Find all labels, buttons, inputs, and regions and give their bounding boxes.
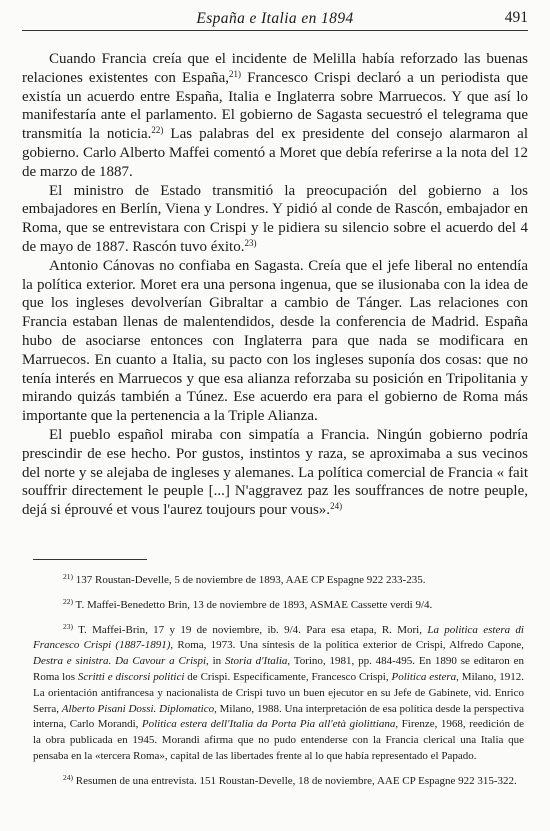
text-run: , Milano, 1912. La orientación antifrancesa y nacionalista de Crispi tuvo un buen ejecutor en su Jefe de Gabinete, vid. Enrico Serra, bbox=[33, 670, 524, 715]
paragraph bbox=[22, 426, 528, 520]
italic-title: Destra e sinistra. Da Cavour a Crispi bbox=[33, 655, 206, 668]
italic-title: Alberto Pisani Dossi. Diplomatico bbox=[61, 702, 215, 715]
text-run: , Torino, 1981, pp. 484-495. En 1890 se editaron en Roma los bbox=[33, 655, 524, 683]
note-reference: 23) bbox=[63, 621, 73, 631]
italic-title: La politica estera di Francesco Crispi (1887-1891) bbox=[33, 623, 524, 652]
note-reference: 24) bbox=[330, 501, 343, 512]
italic-title: Scritti e discorsi politici bbox=[77, 670, 185, 683]
text-run: Las palabras del ex presidente del consejo alarmaron al gobierno. Carlo Alberto Maffei comentó a Moret que debía referirse a la nota del 12 de marzo de 1887. bbox=[22, 126, 528, 180]
text-run: Antonio Cánovas no confiaba en Sagasta. Creía que el jefe liberal no entendía la política exterior. Moret era una persona ingenua, que se ilusionaba con la idea de que los ingleses devolverían Gibraltar a cambio de Tánger. Las relaciones con Francia estaban llenas de malentendidos, desde la conferencia de Madrid. España hubo de asociarse entonces con Inglaterra para que nada se modificara en Marruecos. En cuanto a Italia, su pacto con los ingleses suponía dos cosas: que no tenía interés en Marruecos y que esa alianza reforzaba su posición en Tripolitania y mirando quizás también a Túnez. Ese acuerdo era para el gobierno de Roma más importante que la pertenencia a la Triple Alianza. bbox=[22, 257, 528, 425]
text-run: El ministro de Estado transmitió la preocupación del gobierno a los embajadores en Berlín, Viena y Londres. Y pidió al conde de Rascón, embajador en Roma, que se entrevistara con Crispi y le pidiera su silencio sobre el acuerdo del 4 de mayo de 1887. Rascón tuvo éxito. bbox=[22, 182, 528, 255]
text-run: de Crispi. Específicamente, Francesco Crispi, bbox=[184, 670, 392, 683]
italic-title: Politica estera bbox=[391, 670, 457, 683]
footnotes bbox=[33, 573, 524, 799]
text-run: T. Maffei-Benedetto Brin, 13 de noviembre de 1893, ASMAE Cassette verdi 9/4. bbox=[73, 598, 433, 611]
page-number: 491 bbox=[504, 9, 528, 26]
note-reference: 22) bbox=[63, 596, 73, 606]
text-run: , Roma, 1973. Una síntesis de la política exterior de Crispi, Alfredo Capone, bbox=[170, 639, 524, 652]
footnote bbox=[33, 623, 524, 765]
text-run: Cuando Francia creía que el incidente de Melilla había reforzado las buenas relaciones existentes con España, bbox=[22, 51, 528, 86]
note-reference: 23) bbox=[244, 237, 257, 248]
footnote bbox=[33, 598, 524, 614]
paragraph bbox=[22, 182, 528, 257]
note-reference: 24) bbox=[63, 772, 73, 782]
paragraph bbox=[22, 50, 528, 182]
note-reference: 21) bbox=[63, 572, 73, 581]
text-run: , Milano, 1988. Una interpretación de esa política desde la perspectiva interna, Carlo Morandi, bbox=[33, 702, 524, 731]
text-run: T. Maffei-Brin, 17 y 19 de noviembre, ib. 9/4. Para esa etapa, R. Mori, bbox=[73, 623, 428, 636]
note-reference: 21) bbox=[229, 68, 242, 79]
italic-title: Storia d'Italia bbox=[224, 655, 288, 668]
text-run: El pueblo español miraba con simpatía a Francia. Ningún gobierno podría prescindir de ese hecho. Por gustos, instintos y raza, se aproximaba a sus vecinos del norte y se alejaba de ingleses y alemanes. La política comercial de Francia « fait souffrir directement le peuple [...] N'aggravez paz les souffrances de notre peuple, dejá si éprouvé et vous l'aurez toujours pour vous». bbox=[22, 426, 528, 519]
text-run: , in bbox=[206, 655, 225, 668]
page-header bbox=[22, 8, 528, 31]
text-run: 137 Roustan-Develle, 5 de noviembre de 1893, AAE CP Espagne 922 233-235. bbox=[73, 574, 426, 586]
body-text bbox=[22, 50, 528, 520]
text-run: , Firenze, 1968, reedición de la obra publicada en 1945. Morandi afirma que no pudo entenderse con la Francia clerical una Italia que pensaba en la «tercera Roma», capital de las libertades frente al lo que había representado el Papado. bbox=[33, 718, 524, 762]
note-reference: 22) bbox=[151, 125, 164, 136]
footnote-separator bbox=[33, 559, 147, 560]
footnote bbox=[33, 774, 524, 790]
paragraph bbox=[22, 257, 528, 426]
text-run: Resumen de una entrevista. 151 Roustan-Develle, 18 de noviembre, AAE CP Espagne 922 315-322. bbox=[73, 774, 517, 787]
running-title: España e Italia en 1894 bbox=[196, 10, 354, 27]
text-run: Francesco Crispi declaró a un periodista que existía un acuerdo entre España, Italia e Inglaterra sobre Marruecos. Y que así lo manifestaría ante el parlamento. El gobierno de Sagasta secuestró el telegrama que transmitía la noticia. bbox=[22, 69, 528, 143]
italic-title: Politica estera dell'Italia da Porta Pia all'età giolittiana bbox=[141, 718, 396, 731]
footnote bbox=[33, 573, 524, 589]
